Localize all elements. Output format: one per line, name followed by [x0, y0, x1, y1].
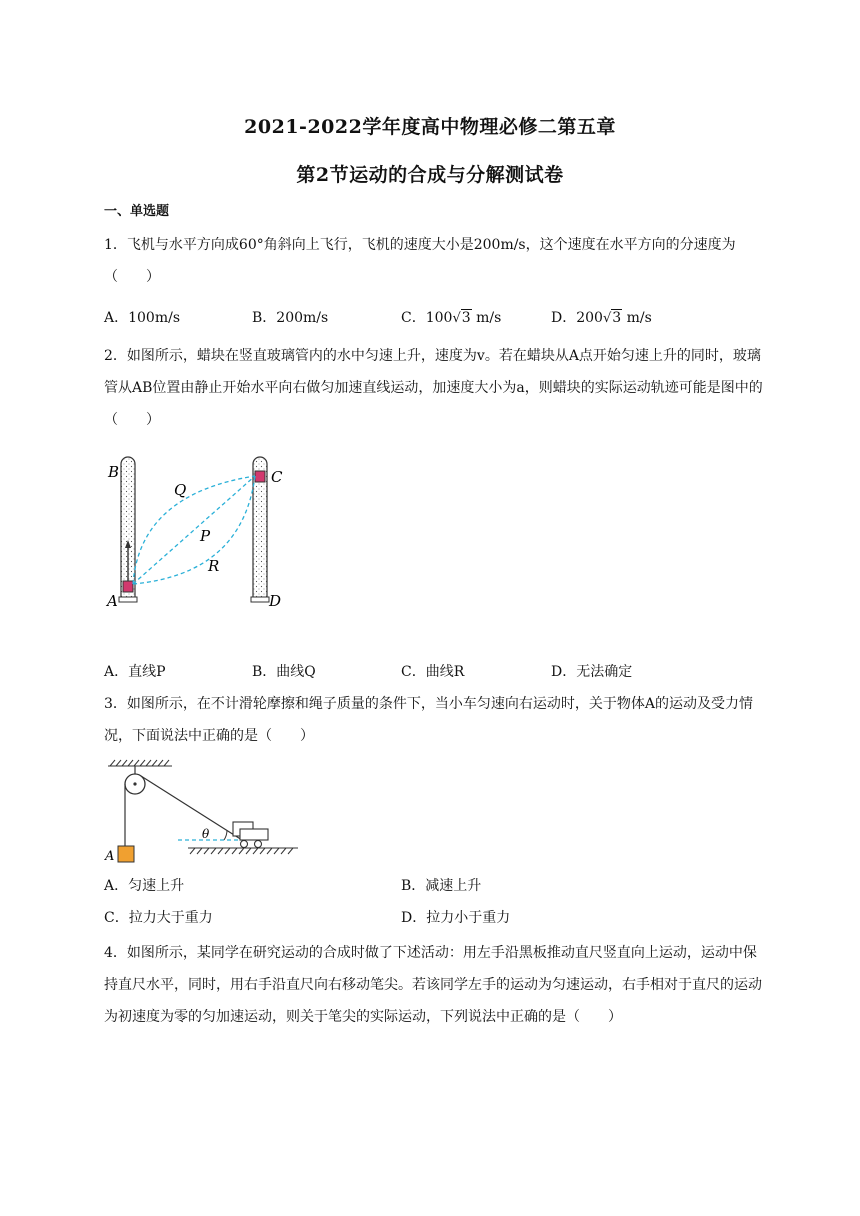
- fig-label-p: P: [200, 527, 211, 545]
- q1-option-c-unit: m/s: [476, 310, 502, 326]
- q3-option-b: B．减速上升: [401, 878, 482, 894]
- left-tube: [119, 457, 137, 602]
- right-tube: [251, 457, 269, 602]
- cart: [233, 822, 268, 848]
- q2-figure-glass-tubes: [100, 450, 300, 610]
- fig-label-q: Q: [174, 481, 187, 499]
- fig-label-r: R: [208, 557, 220, 575]
- q3-figure-pulley-cart: [100, 756, 310, 866]
- ceiling: [108, 760, 172, 766]
- q1-option-c-prefix: C．100: [401, 310, 453, 326]
- question-2-text: 2．如图所示，蜡块在竖直玻璃管内的水中匀速上升，速度为v。若在蜡块从A点开始匀速上升的同时，玻璃管从AB位置由静止开始水平向右做匀加速直线运动，加速度大小为a，则蜡块的实际运动轨迹可能是图中的（ ）: [104, 348, 763, 428]
- block-a: [118, 846, 134, 862]
- sqrt-symbol: √3: [602, 310, 622, 326]
- fig-label-c: C: [271, 468, 283, 486]
- q1-option-d: [551, 308, 652, 329]
- q1-option-d-prefix: D．200: [551, 310, 603, 326]
- question-4-text: 4．如图所示，某同学在研究运动的合成时做了下述活动：用左手沿黑板推动直尺竖直向上运动，运动中保持直尺水平，同时，用右手沿直尺向右移动笔尖。若该同学左手的运动为匀速运动，右手相对于直尺的运动为初速度为零的匀加速运动，则关于笔尖的实际运动，下列说法中正确的是（ ）: [104, 945, 762, 1025]
- question-1-text: 1．飞机与水平方向成60°角斜向上飞行，飞机的速度大小是200m/s，这个速度在水平方向的分速度为（ ）: [104, 237, 736, 285]
- fig-label-block-a: A: [105, 849, 115, 864]
- q1-option-d-radicand: 3: [612, 310, 622, 326]
- q2-option-a: A．直线P: [104, 664, 166, 680]
- fig-label-d: D: [269, 592, 282, 610]
- exam-title-line2: 第2节运动的合成与分解测试卷: [296, 164, 564, 186]
- q1-option-a: A．100m/s: [104, 310, 181, 326]
- q2-option-b: B．曲线Q: [252, 664, 316, 680]
- sqrt-symbol: √3: [452, 310, 471, 326]
- section-heading: 一、单选题: [104, 204, 170, 219]
- q1-option-c: [401, 308, 501, 329]
- trajectory-curves: [133, 476, 255, 584]
- ground: [188, 848, 298, 854]
- q1-option-c-radicand: 3: [461, 310, 471, 326]
- question-3-text: 3．如图所示，在不计滑轮摩擦和绳子质量的条件下，当小车匀速向右运动时，关于物体A的运动及受力情况，下面说法中正确的是（ ）: [104, 696, 754, 744]
- exam-title-line1: 2021-2022学年度高中物理必修二第五章: [244, 116, 616, 138]
- q3-option-a: A．匀速上升: [104, 878, 185, 894]
- q3-option-d: D．拉力小于重力: [401, 910, 511, 926]
- q1-option-d-unit: m/s: [626, 310, 652, 326]
- fig-label-a: A: [107, 592, 118, 610]
- q1-option-b: B．200m/s: [252, 310, 329, 326]
- q2-option-c: C．曲线R: [401, 664, 465, 680]
- q3-option-c: C．拉力大于重力: [104, 910, 213, 926]
- fig-label-theta: θ: [202, 827, 210, 841]
- fig-label-b: B: [108, 463, 120, 481]
- q2-option-d: D．无法确定: [551, 664, 633, 680]
